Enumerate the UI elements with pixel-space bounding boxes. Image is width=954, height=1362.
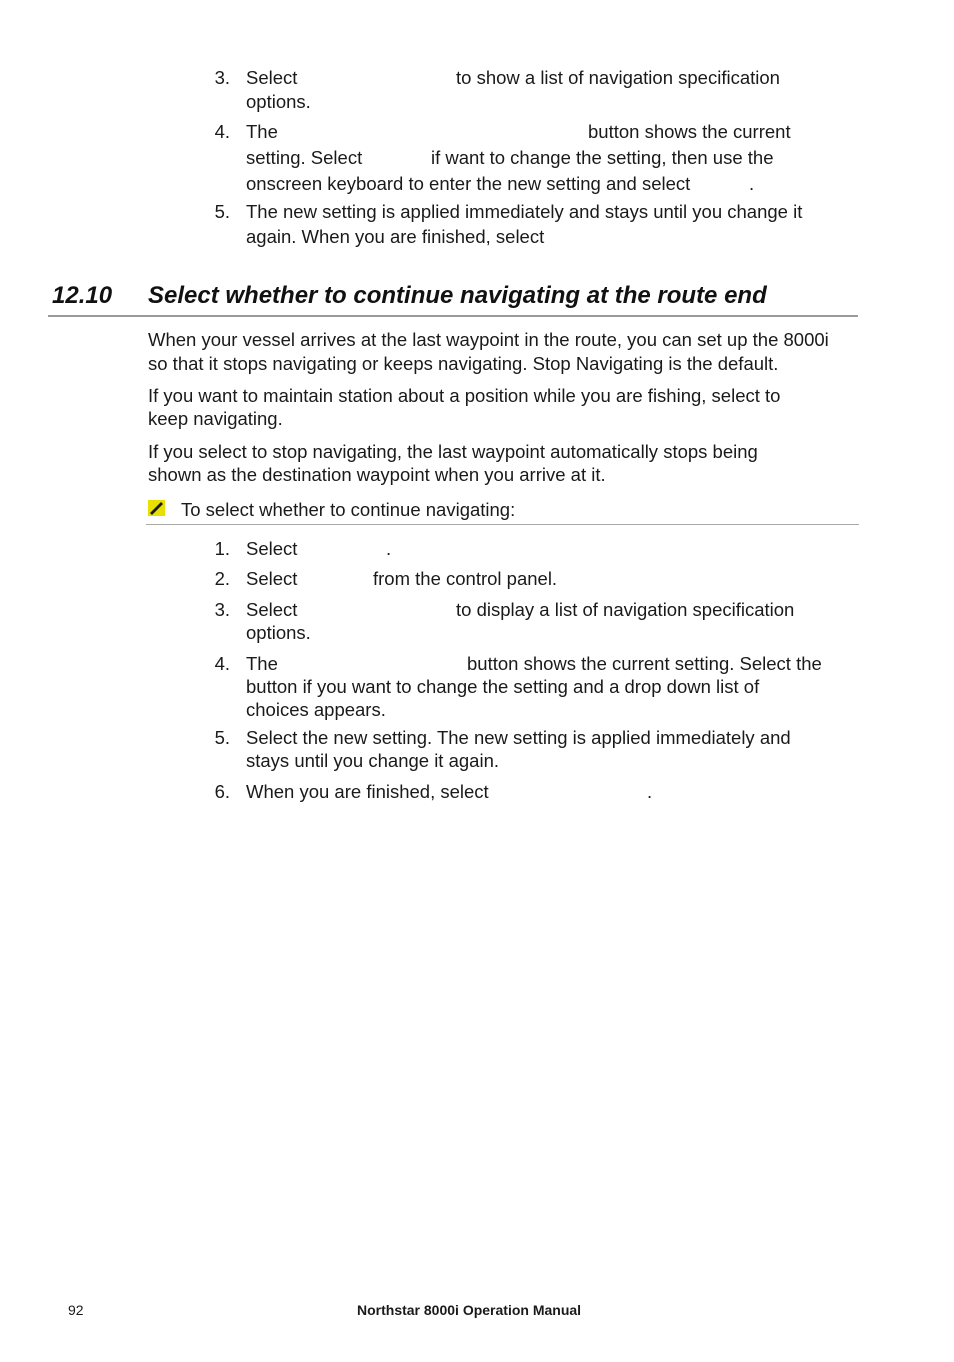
- step-text: onscreen keyboard to enter the new setting and select: [246, 173, 691, 194]
- step-text: Select: [246, 568, 298, 589]
- step-text: choices appears.: [246, 699, 386, 720]
- step-number: 4.: [214, 653, 230, 674]
- step-text: When you are finished, select: [246, 781, 489, 802]
- step-text: button shows the current: [588, 121, 791, 142]
- section-rule: [48, 315, 858, 317]
- paragraph-line: shown as the destination waypoint when you arrive at it.: [148, 464, 606, 485]
- footer-title: Northstar 8000i Operation Manual: [357, 1302, 582, 1318]
- procedure-title: To select whether to continue navigating:: [181, 499, 516, 520]
- step-number: 5.: [214, 727, 230, 748]
- paragraph-line: If you select to stop navigating, the last waypoint automatically stops being: [148, 441, 758, 462]
- page-number: 92: [68, 1302, 84, 1318]
- step-text: from the control panel.: [373, 568, 558, 589]
- step-text: button if you want to change the setting and a drop down list of: [246, 676, 760, 697]
- step-text: again. When you are finished, select: [246, 226, 545, 247]
- step-number: 1.: [214, 538, 230, 559]
- step-text: setting. Select: [246, 147, 363, 168]
- step-text: to display a list of navigation specification: [456, 599, 795, 620]
- step-text: Select the new setting. The new setting is applied immediately and: [246, 727, 791, 748]
- section-number: 12.10: [52, 282, 113, 309]
- step-text: The: [246, 653, 278, 674]
- step-text: options.: [246, 91, 311, 112]
- step-text: options.: [246, 622, 311, 643]
- step-text: button shows the current setting. Select the: [467, 653, 822, 674]
- step-number: 5.: [214, 201, 230, 222]
- step-text: Select: [246, 538, 298, 559]
- step-number: 6.: [214, 781, 230, 802]
- paragraph-line: If you want to maintain station about a position while you are fishing, select to: [148, 385, 781, 406]
- procedure-rule: [146, 524, 859, 525]
- step-text: The new setting is applied immediately and stays until you change it: [246, 201, 803, 222]
- paragraph-line: so that it stops navigating or keeps navigating. Stop Navigating is the default.: [148, 353, 779, 374]
- step-number: 3.: [214, 67, 230, 88]
- step-number: 3.: [214, 599, 230, 620]
- step-text: .: [647, 781, 653, 802]
- step-text: stays until you change it again.: [246, 750, 499, 771]
- step-text: .: [749, 173, 755, 194]
- step-text: Select: [246, 599, 298, 620]
- step-text: Select: [246, 67, 298, 88]
- step-text: The: [246, 121, 278, 142]
- section-title: Select whether to continue navigating at the route end: [148, 282, 767, 309]
- step-number: 2.: [214, 568, 230, 589]
- pencil-icon: [147, 499, 167, 517]
- step-text: if want to change the setting, then use the: [431, 147, 774, 168]
- paragraph-line: keep navigating.: [148, 408, 283, 429]
- paragraph-line: When your vessel arrives at the last waypoint in the route, you can set up the 8000i: [148, 329, 829, 350]
- step-text: to show a list of navigation specification: [456, 67, 780, 88]
- step-text: .: [386, 538, 392, 559]
- step-number: 4.: [214, 121, 230, 142]
